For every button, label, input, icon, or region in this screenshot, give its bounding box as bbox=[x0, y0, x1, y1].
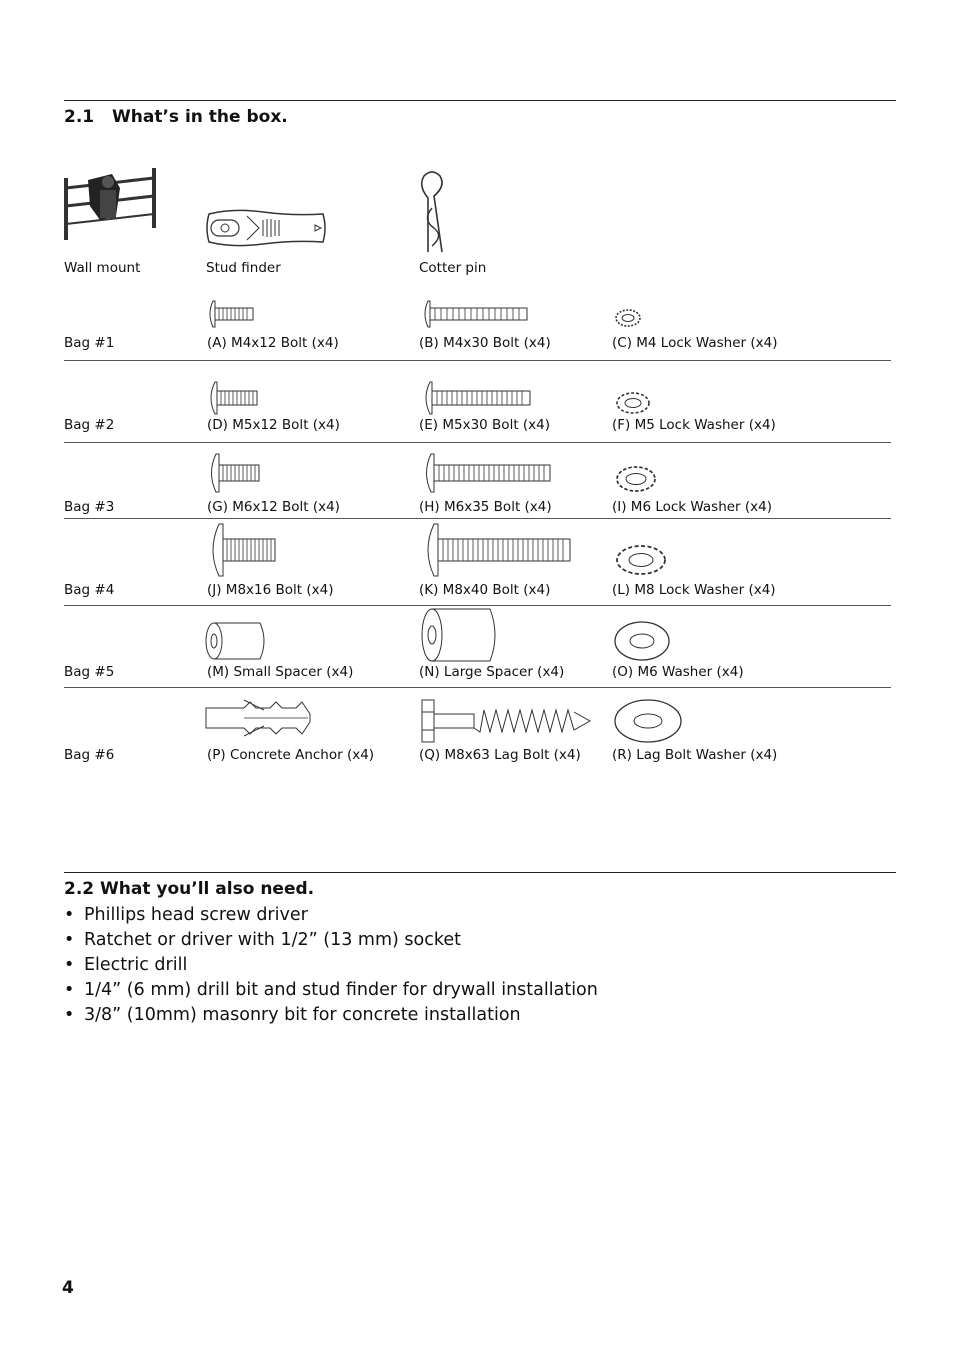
bullet: • bbox=[64, 980, 75, 1000]
item-l-label: (L) M8 Lock Washer (x4) bbox=[612, 582, 776, 598]
lock-washer-c-icon bbox=[613, 306, 643, 330]
item-b-label: (B) M4x30 Bolt (x4) bbox=[419, 335, 551, 351]
item-q-label: (Q) M8x63 Lag Bolt (x4) bbox=[419, 747, 581, 763]
bullet: • bbox=[64, 955, 75, 975]
lock-washer-l-icon bbox=[613, 542, 669, 578]
bolt-b-icon bbox=[420, 299, 530, 329]
item-c-label: (C) M4 Lock Washer (x4) bbox=[612, 335, 778, 351]
cotter-pin-label: Cotter pin bbox=[419, 260, 487, 276]
bolt-e-icon bbox=[420, 380, 534, 416]
cotter-pin-icon bbox=[414, 168, 448, 256]
list-item bbox=[64, 1003, 598, 1028]
list-item bbox=[64, 928, 598, 953]
item-n-label: (N) Large Spacer (x4) bbox=[419, 664, 565, 680]
bolt-g-icon bbox=[205, 452, 263, 494]
bolt-k-icon bbox=[420, 522, 574, 578]
bolt-d-icon bbox=[205, 380, 259, 416]
bolt-j-icon bbox=[205, 522, 279, 578]
top-rule bbox=[64, 100, 896, 101]
bag-5-label: Bag #5 bbox=[64, 664, 115, 680]
bag-2-label: Bag #2 bbox=[64, 417, 115, 433]
page-number: 4 bbox=[62, 1278, 74, 1298]
section-1-number: 2.1 bbox=[64, 107, 95, 127]
tools-list bbox=[64, 903, 598, 1028]
small-spacer-icon bbox=[204, 620, 270, 662]
item-f-label: (F) M5 Lock Washer (x4) bbox=[612, 417, 776, 433]
list-item-text: 3/8” (10mm) masonry bit for concrete installation bbox=[84, 1005, 521, 1025]
wall-mount-label: Wall mount bbox=[64, 260, 141, 276]
list-item-text: Electric drill bbox=[84, 955, 188, 975]
lock-washer-i-icon bbox=[613, 463, 659, 495]
concrete-anchor-icon bbox=[204, 696, 314, 740]
section-1-title bbox=[64, 107, 288, 127]
item-m-label: (M) Small Spacer (x4) bbox=[207, 664, 354, 680]
row-divider-2 bbox=[64, 442, 891, 443]
item-h-label: (H) M6x35 Bolt (x4) bbox=[419, 499, 552, 515]
item-d-label: (D) M5x12 Bolt (x4) bbox=[207, 417, 340, 433]
section-2-title: 2.2 What you’ll also need. bbox=[64, 879, 315, 899]
bag-4-label: Bag #4 bbox=[64, 582, 115, 598]
bullet: • bbox=[64, 1005, 75, 1025]
section-1-heading: What’s in the box. bbox=[112, 107, 288, 127]
list-item bbox=[64, 953, 598, 978]
bag-6-label: Bag #6 bbox=[64, 747, 115, 763]
stud-finder-label: Stud finder bbox=[206, 260, 281, 276]
item-e-label: (E) M5x30 Bolt (x4) bbox=[419, 417, 551, 433]
list-item-text: Ratchet or driver with 1/2” (13 mm) socket bbox=[84, 930, 461, 950]
row-divider-3 bbox=[64, 518, 891, 519]
washer-o-icon bbox=[613, 620, 671, 662]
list-item bbox=[64, 978, 598, 1003]
item-a-label: (A) M4x12 Bolt (x4) bbox=[207, 335, 339, 351]
bullet: • bbox=[64, 930, 75, 950]
bolt-h-icon bbox=[420, 452, 554, 494]
item-k-label: (K) M8x40 Bolt (x4) bbox=[419, 582, 551, 598]
lag-bolt-icon bbox=[420, 698, 594, 744]
item-p-label: (P) Concrete Anchor (x4) bbox=[207, 747, 375, 763]
bag-1-label: Bag #1 bbox=[64, 335, 115, 351]
item-j-label: (J) M8x16 Bolt (x4) bbox=[207, 582, 334, 598]
stud-finder-icon bbox=[203, 208, 327, 248]
list-item-text: Phillips head screw driver bbox=[84, 905, 308, 925]
large-spacer-icon bbox=[420, 606, 502, 664]
bullet: • bbox=[64, 905, 75, 925]
item-o-label: (O) M6 Washer (x4) bbox=[612, 664, 744, 680]
row-divider-1 bbox=[64, 360, 891, 361]
item-r-label: (R) Lag Bolt Washer (x4) bbox=[612, 747, 778, 763]
row-divider-5 bbox=[64, 687, 891, 688]
lock-washer-f-icon bbox=[613, 389, 653, 417]
bolt-a-icon bbox=[205, 299, 255, 329]
section-2-rule bbox=[64, 872, 896, 873]
list-item bbox=[64, 903, 598, 928]
wall-mount-icon bbox=[60, 166, 160, 246]
item-i-label: (I) M6 Lock Washer (x4) bbox=[612, 499, 773, 515]
bag-3-label: Bag #3 bbox=[64, 499, 115, 515]
item-g-label: (G) M6x12 Bolt (x4) bbox=[207, 499, 340, 515]
list-item-text: 1/4” (6 mm) drill bit and stud finder for drywall installation bbox=[84, 980, 598, 1000]
lag-bolt-washer-icon bbox=[613, 698, 683, 744]
